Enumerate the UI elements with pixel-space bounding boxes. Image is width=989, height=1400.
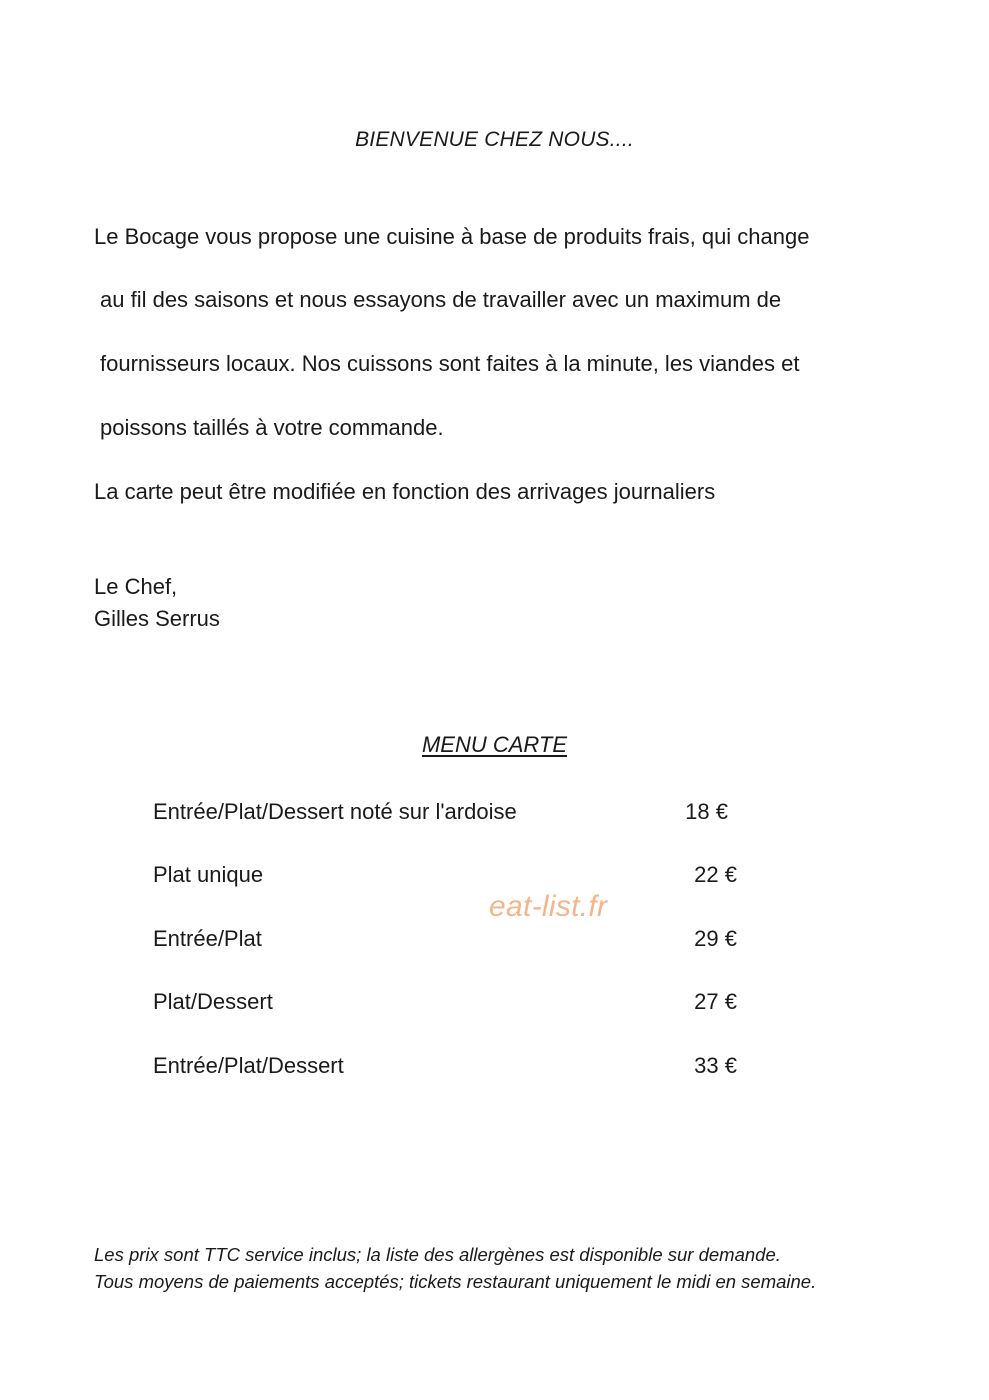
menu-title: MENU CARTE: [421, 732, 568, 757]
menu-item-label: Plat unique: [153, 862, 264, 887]
menu-item: [153, 860, 737, 890]
menu-item-price: 27 €: [694, 989, 737, 1014]
intro-line: La carte peut être modifiée en fonction des arrivages journaliers: [94, 479, 716, 504]
menu-item: [153, 797, 737, 827]
watermark: eat-list.fr: [489, 890, 608, 923]
menu-item-label: Entrée/Plat/Dessert noté sur l'ardoise: [153, 799, 517, 824]
menu-item-price: 18 €: [685, 799, 728, 824]
signature-name: Gilles Serrus: [94, 606, 220, 631]
intro-line: au fil des saisons et nous essayons de travailler avec un maximum de: [100, 287, 782, 312]
footer-line: Les prix sont TTC service inclus; la liste des allergènes est disponible sur demande.: [94, 1244, 781, 1265]
menu-item: [153, 987, 737, 1017]
menu-item-label: Entrée/Plat: [153, 926, 262, 951]
chef-signature: [94, 571, 220, 635]
menu-item-label: Entrée/Plat/Dessert: [153, 1053, 344, 1078]
intro-line: poissons taillés à votre commande.: [100, 415, 444, 440]
menu-item: [153, 924, 737, 954]
intro-line: Le Bocage vous propose une cuisine à base de produits frais, qui change: [94, 224, 810, 249]
menu-item-price: 29 €: [694, 926, 737, 951]
menu-item-label: Plat/Dessert: [153, 989, 273, 1014]
greeting-heading: BIENVENUE CHEZ NOUS....: [355, 128, 634, 151]
menu-item: [153, 1051, 737, 1081]
menu-item-price: 22 €: [694, 862, 737, 887]
signature-role: Le Chef,: [94, 574, 178, 599]
footer-line: Tous moyens de paiements acceptés; tickets restaurant uniquement le midi en semaine.: [94, 1271, 817, 1292]
intro-line: fournisseurs locaux. Nos cuissons sont faites à la minute, les viandes et: [100, 351, 800, 376]
menu-item-price: 33 €: [694, 1053, 737, 1078]
